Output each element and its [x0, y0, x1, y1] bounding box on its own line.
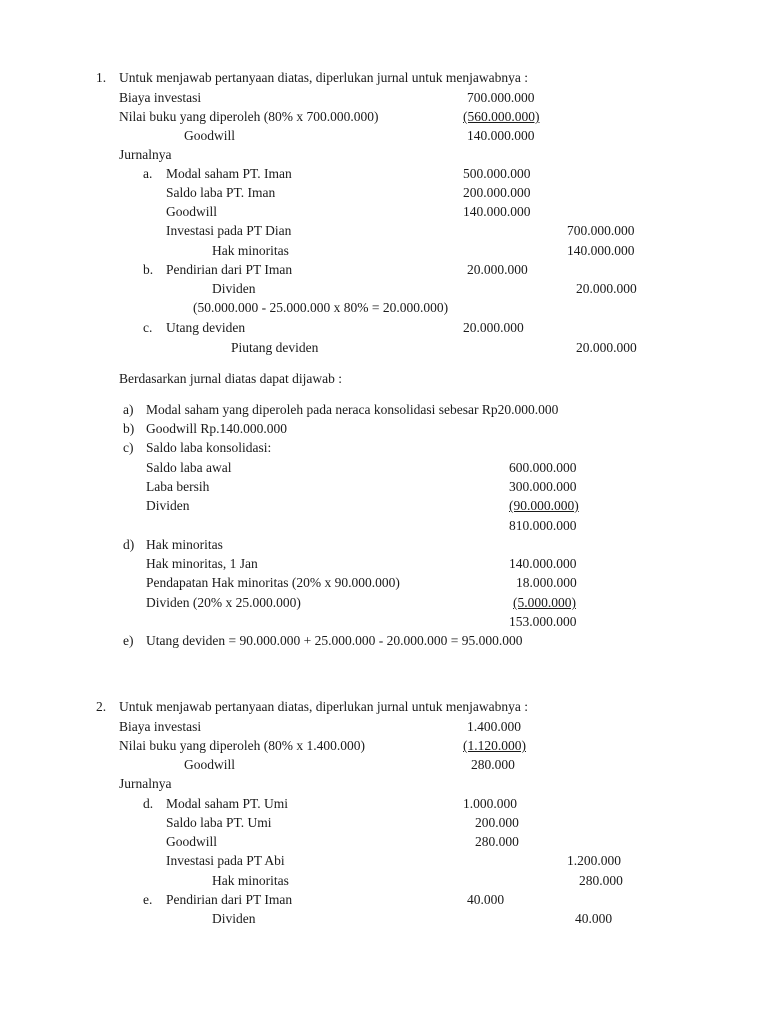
entry-d-line3: Goodwill: [166, 834, 218, 849]
entry-d-debit1: 1.000.000: [463, 796, 517, 811]
entry-b-credit1: 20.000.000: [576, 281, 637, 296]
q1-biaya-value: 700.000.000: [467, 90, 535, 105]
entry-a-debit3: 140.000.000: [463, 204, 531, 219]
q2-biaya-value: 1.400.000: [467, 719, 521, 734]
laba-bersih-value: 300.000.000: [509, 479, 577, 494]
hak-minoritas-jan-value: 140.000.000: [509, 556, 577, 571]
q1-number: 1.: [96, 70, 107, 85]
answer-d-text: Hak minoritas: [146, 537, 223, 552]
entry-d-line4: Investasi pada PT Abi: [166, 853, 285, 868]
entry-e-line1: Pendirian dari PT Iman: [166, 892, 293, 907]
entry-a-line3: Goodwill: [166, 204, 218, 219]
entry-d-debit3: 280.000: [475, 834, 519, 849]
entry-b-line2: Dividen: [212, 281, 256, 296]
entry-e-line2: Dividen: [212, 911, 256, 926]
saldo-laba-awal-value: 600.000.000: [509, 460, 577, 475]
dividen-minoritas-value: (5.000.000): [513, 595, 576, 610]
entry-c-line2: Piutang deviden: [231, 340, 319, 355]
entry-d-credit2: 280.000: [579, 873, 623, 888]
entry-b-calculation: (50.000.000 - 25.000.000 x 80% = 20.000.000): [193, 300, 449, 315]
answer-a-text: Modal saham yang diperoleh pada neraca konsolidasi sebesar Rp20.000.000: [146, 402, 559, 417]
entry-d-debit2: 200.000: [475, 815, 519, 830]
entry-a-letter: a.: [143, 166, 153, 181]
entry-a-credit2: 140.000.000: [567, 243, 635, 258]
entry-a-line1: Modal saham PT. Iman: [166, 166, 292, 181]
entry-d-line1: Modal saham PT. Umi: [166, 796, 288, 811]
laba-bersih-label: Laba bersih: [146, 479, 210, 494]
answer-d-letter: d): [123, 537, 135, 552]
q1-jurnal-label: Jurnalnya: [119, 147, 172, 162]
q1-goodwill-value: 140.000.000: [467, 128, 535, 143]
saldo-laba-awal-label: Saldo laba awal: [146, 460, 232, 475]
hak-minoritas-jan-label: Hak minoritas, 1 Jan: [146, 556, 258, 571]
q2-nilai-value: (1.120.000): [463, 738, 526, 753]
answer-e-letter: e): [123, 633, 134, 648]
dividen-label: Dividen: [146, 498, 190, 513]
entry-d-line5: Hak minoritas: [212, 873, 289, 888]
hak-minoritas-total: 153.000.000: [509, 614, 577, 629]
q2-intro: Untuk menjawab pertanyaan diatas, diperlukan jurnal untuk menjawabnya :: [119, 699, 528, 714]
q1-goodwill-label: Goodwill: [184, 128, 236, 143]
entry-a-debit1: 500.000.000: [463, 166, 531, 181]
pendapatan-hak-minoritas-value: 18.000.000: [516, 575, 577, 590]
q1-berdasarkan: Berdasarkan jurnal diatas dapat dijawab :: [119, 371, 343, 386]
entry-e-letter: e.: [143, 892, 153, 907]
answer-c-text: Saldo laba konsolidasi:: [146, 440, 272, 455]
entry-a-debit2: 200.000.000: [463, 185, 531, 200]
q2-number: 2.: [96, 699, 107, 714]
answer-b-text: Goodwill Rp.140.000.000: [146, 421, 288, 436]
dividen-value: (90.000.000): [509, 498, 579, 513]
entry-b-line1: Pendirian dari PT Iman: [166, 262, 293, 277]
entry-d-letter: d.: [143, 796, 154, 811]
entry-c-letter: c.: [143, 320, 153, 335]
entry-a-line5: Hak minoritas: [212, 243, 289, 258]
entry-d-line2: Saldo laba PT. Umi: [166, 815, 272, 830]
answer-c-letter: c): [123, 440, 134, 455]
q1-intro: Untuk menjawab pertanyaan diatas, diperlukan jurnal untuk menjawabnya :: [119, 70, 528, 85]
entry-e-credit1: 40.000: [575, 911, 613, 926]
q1-biaya-label: Biaya investasi: [119, 90, 202, 105]
entry-a-credit1: 700.000.000: [567, 223, 635, 238]
entry-c-debit1: 20.000.000: [463, 320, 524, 335]
q2-nilai-label: Nilai buku yang diperoleh (80% x 1.400.000): [119, 738, 365, 753]
entry-b-letter: b.: [143, 262, 154, 277]
entry-a-line2: Saldo laba PT. Iman: [166, 185, 276, 200]
q2-goodwill-label: Goodwill: [184, 757, 236, 772]
entry-e-debit1: 40.000: [467, 892, 505, 907]
answer-a-letter: a): [123, 402, 134, 417]
entry-d-credit1: 1.200.000: [567, 853, 621, 868]
pendapatan-hak-minoritas-label: Pendapatan Hak minoritas (20% x 90.000.000): [146, 575, 400, 590]
entry-b-debit1: 20.000.000: [467, 262, 528, 277]
q1-nilai-value: (560.000.000): [463, 109, 540, 124]
q2-goodwill-value: 280.000: [471, 757, 515, 772]
entry-a-line4: Investasi pada PT Dian: [166, 223, 292, 238]
dividen-minoritas-label: Dividen (20% x 25.000.000): [146, 595, 301, 610]
q2-jurnal-label: Jurnalnya: [119, 776, 172, 791]
answer-b-letter: b): [123, 421, 135, 436]
saldo-laba-total: 810.000.000: [509, 518, 577, 533]
q1-nilai-label: Nilai buku yang diperoleh (80% x 700.000.000): [119, 109, 379, 124]
q2-biaya-label: Biaya investasi: [119, 719, 202, 734]
entry-c-line1: Utang deviden: [166, 320, 246, 335]
entry-c-credit1: 20.000.000: [576, 340, 637, 355]
answer-e-text: Utang deviden = 90.000.000 + 25.000.000 - 20.000.000 = 95.000.000: [146, 633, 523, 648]
